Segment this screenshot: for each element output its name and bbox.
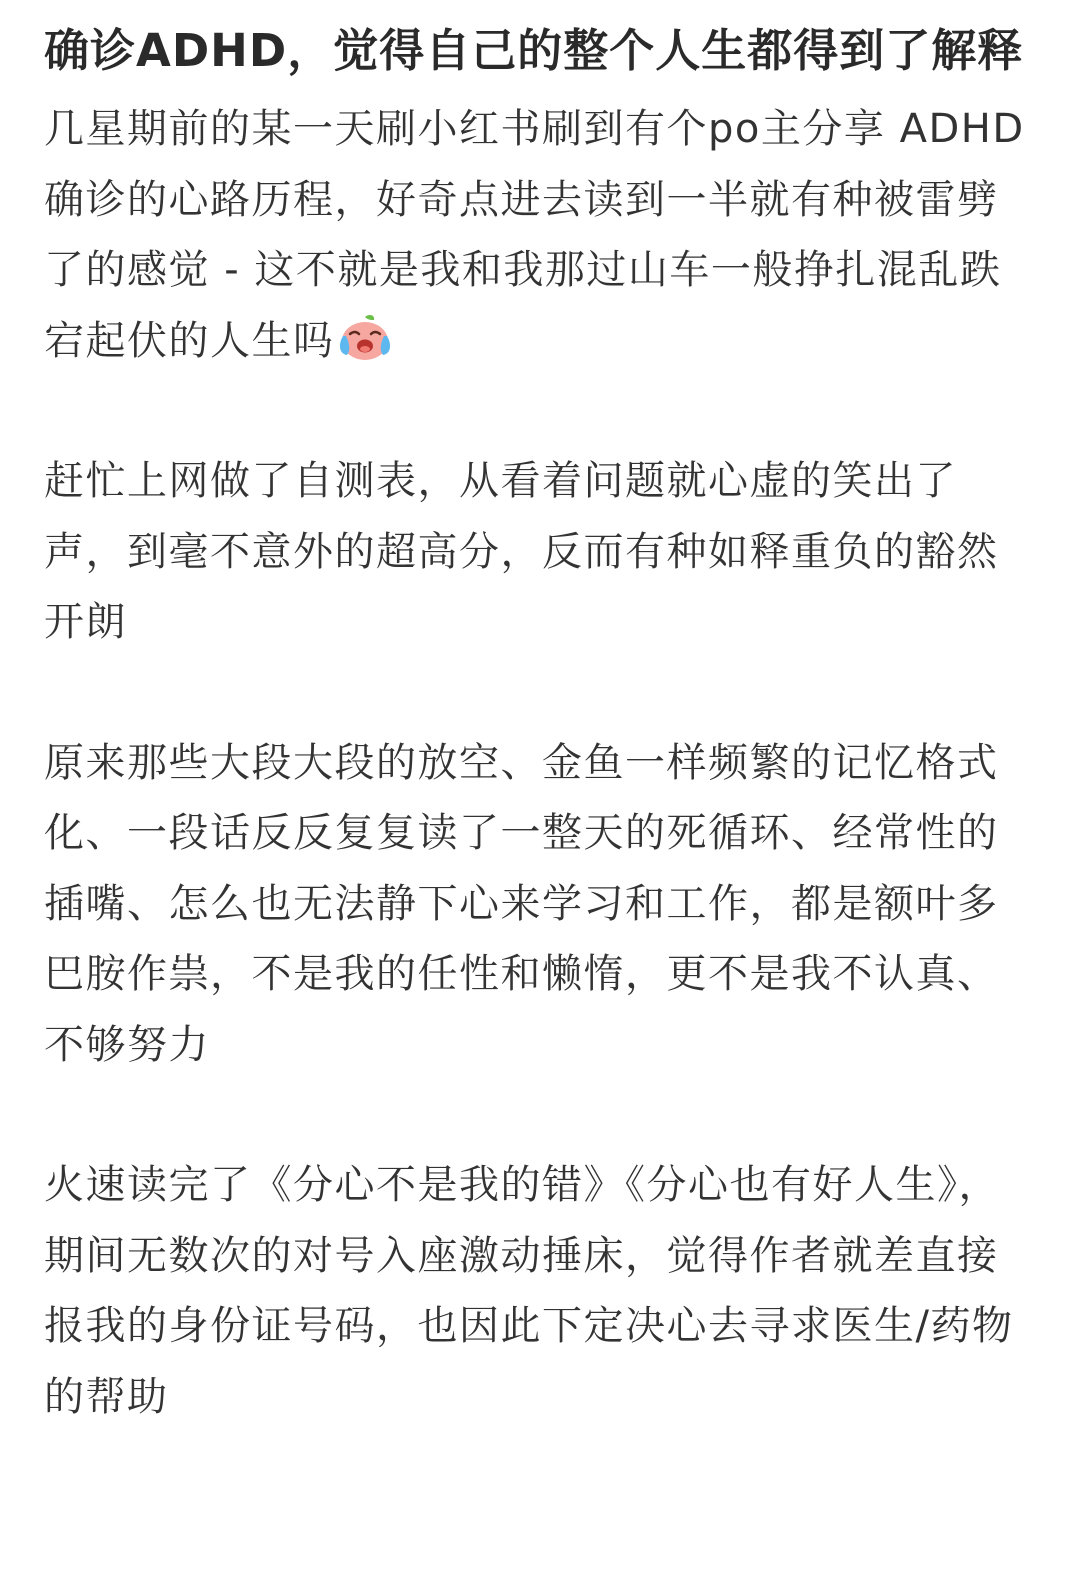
crying-face-emoji-icon bbox=[337, 314, 393, 362]
post-paragraph-2: 赶忙上网做了自测表，从看着问题就心虚的笑出了声，到毫不意外的超高分，反而有种如释重负的豁然开朗 bbox=[44, 458, 999, 645]
post-body bbox=[44, 94, 1036, 1432]
paragraph-text: 几星期前的某一天刷小红书刷到有个po主分享 ADHD确诊的心路历程，好奇点进去读到一半就有种被雷劈了的感觉 - 这不就是我和我那过山车一般挣扎混乱跌宕起伏的人生吗 bbox=[44, 106, 1025, 364]
post-paragraph-3: 原来那些大段大段的放空、金鱼一样频繁的记忆格式化、一段话反反复复读了一整天的死循环、经常性的插嘴、怎么也无法静下心来学习和工作，都是额叶多巴胺作祟，不是我的任性和懒惰，更不是我不认真、不够努力 bbox=[44, 739, 999, 1068]
post-title: 确诊ADHD，觉得自己的整个人生都得到了解释 bbox=[44, 24, 1024, 77]
post-paragraph-4: 火速读完了《分心不是我的错》《分心也有好人生》，期间无数次的对号入座激动捶床，觉得作者就差直接报我的身份证号码，也因此下定决心去寻求医生/药物的帮助 bbox=[44, 1162, 1014, 1420]
post-paragraph-1 bbox=[44, 94, 1036, 376]
